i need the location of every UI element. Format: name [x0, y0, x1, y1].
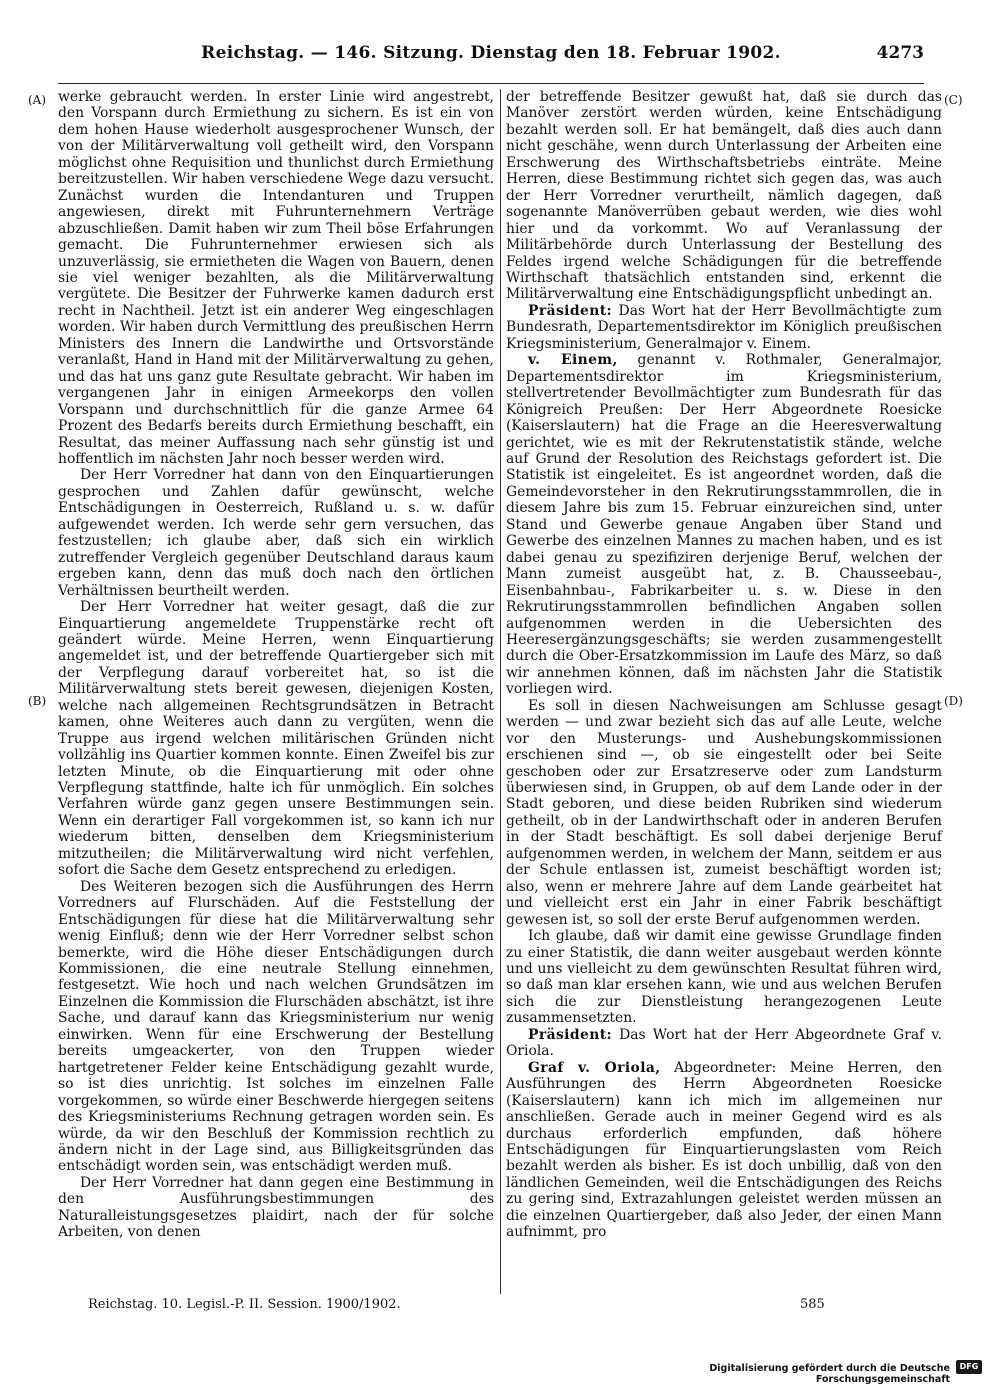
running-title: Reichstag. — 146. Sitzung. Dienstag den 18. Februar 1902.: [201, 43, 781, 63]
paragraph: [506, 352, 942, 698]
paragraph-text: Das Wort hat der Herr Abgeordnete Graf v. Oriola.: [506, 1026, 942, 1060]
paragraph: [58, 599, 494, 879]
left-column: [58, 89, 494, 1241]
speaker-name: Graf v. Oriola,: [528, 1059, 661, 1076]
paragraph: [506, 698, 942, 928]
sheet-number: 585: [800, 1297, 825, 1312]
header-rule: [58, 83, 924, 84]
session-footer: Reichstag. 10. Legisl.-P. II. Session. 1900/1902.: [88, 1297, 401, 1312]
page-number: 4273: [876, 43, 924, 63]
margin-mark-d: (D): [944, 694, 963, 708]
paragraph: [506, 89, 942, 303]
dfg-logo-icon: DFG: [956, 1360, 982, 1374]
paragraph: [58, 89, 494, 467]
paragraph: [506, 928, 942, 1027]
paragraph: [58, 1175, 494, 1241]
paragraph-text: Ich glaube, daß wir damit eine gewisse Grundlage finden zu einer Statistik, die dann weiter ausgebaut werden könnte und uns vielleicht zu dem gewünschten Resultat führen wird, so daß man klar ersehen kann, wie und aus welchen Berufen sich die zur Dienstleistung herangezogenen Leute zusammensetzten.: [506, 928, 942, 1027]
paragraph: [506, 1060, 942, 1241]
paragraph-text: Es soll in diesen Nachweisungen am Schlusse gesagt werden — und zwar bezieht sich das auf alle Leute, welche vor den Musterungs- und Aushebungskommissionen erschienen sind —, ob sie eingestellt oder bei Seite geschoben oder zur Ersatzreserve oder zum Landsturm überwiesen sind, in Gruppen, ob auf dem Lande oder in der Stadt geboren, und diese beiden Rubriken sind wiederum getheilt, ob in der Landwirthschaft oder in anderen Berufen in der Stadt beschäftigt. Es soll dabei derjenige Beruf aufgenommen werden, in welchem der Mann, seitdem er aus der Schule entlassen ist, zumeist beschäftigt worden ist; also, wenn er mehrere Jahre auf dem Lande gearbeitet hat und vielleicht erst ein Jahr in einer Fabrik beschäftigt gewesen ist, so soll der erste Beruf aufgenommen werden.: [506, 697, 942, 928]
paragraph-text: der betreffende Besitzer gewußt hat, daß sie durch das Manöver zerstört werden würden, keine Entschädigung bezahlt werden soll. Er hat bemängelt, daß dies auch dann nicht geschähe, wenn durch Unterlassung der Arbeiten eine Erschwerung des Wirthschaftsbetriebs einträte. Meine Herren, diese Bestimmung richtet sich gegen das, was auch der Herr Vorredner verurtheilt, nämlich dagegen, daß sogenannte Manöverrüben gebaut werden, wie dies wohl hier und da vorkommt. Wo auf Veranlassung der Militärbehörde durch Unterlassung der Bestellung des Feldes irgend welche Schädigungen für die betreffende Wirthschaft thatsächlich entstanden sind, erkennt die Militärverwaltung eine Entschädigungspflicht unbedingt an.: [506, 89, 942, 303]
right-column: [506, 89, 942, 1241]
page-header: [58, 43, 924, 71]
dfg-credit: Digitalisierung gefördert durch die Deutsche Forschungsgemeinschaft: [709, 1363, 950, 1385]
speaker-name: v. Einem,: [528, 352, 618, 369]
paragraph: [506, 1027, 942, 1060]
paragraph-text: werke gebraucht werden. In erster Linie wird angestrebt, den Vorspann durch Ermiethung zu sichern. Es ist ein von dem hohen Hause wiederholt ausgesprochener Wunsch, der von der Militärverwaltung voll getheilt wird, den Vorspann möglichst ohne Requisition und thunlichst durch Ermiethung bereitzustellen. Wir haben verschiedene Wege dazu versucht. Zunächst wurden die Intendanturen und Truppen angewiesen, direkt mit Fuhrunternehmern Verträge abzuschließen. Damit haben wir zum Theil böse Erfahrungen gemacht. Die Fuhrunternehmer erwiesen sich als unzuverlässig, sie ermietheten die Wagen von Bauern, denen sie viel weniger bezahlten, als die Militärverwaltung vergütete. Die Besitzer der Fuhrwerke kamen dadurch erst recht in Nachtheil. Jetzt ist ein anderer Weg eingeschlagen worden. Wir haben durch Vermittlung des preußischen Herrn Ministers des Innern die Landwirthe und Ortsvorstände veranlaßt, Hand in Hand mit der Militärverwaltung zu gehen, und das hat uns ganz gute Resultate gebracht. Wir haben im vergangenen Jahr in einigen Armeekorps den vollen Vorspann und durchschnittlich für die ganze Armee 64 Prozent des Bedarfs bereits durch Ermiethung beschafft, ein Resultat, das meiner Auffassung nach sehr günstig ist und hoffentlich im nächsten Jahr noch besser werden wird.: [58, 89, 494, 467]
paragraph-text: Des Weiteren bezogen sich die Ausführungen des Herrn Vorredners auf Flurschäden. Auf die Feststellung der Entschädigungen für diese hat die Militärverwaltung sehr wenig Einfluß; denn wie der Herr Vorredner selbst schon bemerkte, wird die Höhe dieser Entschädigungen durch Kommissionen, die eine neutrale Stellung einnehmen, festgesetzt. Wie hoch und nach welchen Grundsätzen im Einzelnen die Kommission die Flurschäden abschätzt, ist ihre Sache, und darauf kann das Kriegsministerium nur wenig einwirken. Wenn für eine Erschwerung der Bestellung bereits umgeackerter, von den Truppen wieder hartgetretener Felder keine Entschädigung gezahlt wurde, so ist dies unrichtig. Ist solches im einzelnen Falle vorgekommen, so würde einer Beschwerde hiergegen seitens des Kriegsministeriums Rechnung getragen worden sein. Es würde, da wir den Beschluß der Kommission rechtlich zu ändern nicht in der Lage sind, aus Billigkeitsgründen das entschädigt worden sein, was entschädigt werden muß.: [58, 878, 494, 1175]
paragraph: [506, 303, 942, 352]
paragraph-text: genannt v. Rothmaler, Generalmajor, Departementsdirektor im Kriegsministerium, stellvertretender Bevollmächtigter zum Bundesrath für das Königreich Preußen: Der Herr Abgeordnete Roesicke (Kaiserslautern) hat die Frage an die Heeresverwaltung gerichtet, wie es mit der Rekrutenstatistik stände, welche auf Grund der Resolution des Reichstags gefordert ist. Die Statistik ist eingeleitet. Es ist angeordnet worden, daß die Gemeindevorsteher in den Rekrutirungsstammrollen, die in diesem Jahre bis zum 15. Februar einzureichen sind, unter Stand und Gewerbe genaue Angaben über Stand und Gewerbe des einzelnen Mannes zu machen haben, und es ist dabei genau zu spezifiziren derjenige Beruf, welchen der Mann zumeist ausgeübt hat, z. B. Chausseebau-, Eisenbahnbau-, Fabrikarbeiter u. s. w. Diese in den Rekrutirungsstammrollen befindlichen Angaben sollen aufgenommen werden in die Uebersichten des Heeresergänzungsgeschäfts; sie werden zusammengestellt durch die Ober-Ersatzkommission im Laufe des März, so daß wir annehmen können, daß im nächsten Jahr die Statistik vorliegen wird.: [506, 352, 943, 698]
paragraph: [58, 879, 494, 1175]
margin-mark-a: (A): [28, 93, 47, 107]
paragraph: [58, 467, 494, 599]
column-divider: [500, 89, 501, 1294]
paragraph-text: Das Wort hat der Herr Bevollmächtigte zum Bundesrath, Departementsdirektor im Königlich preußischen Kriegsministerium, Generalmajor v. Einem.: [506, 302, 942, 352]
speaker-name: Präsident:: [528, 1026, 613, 1043]
paragraph-text: Der Herr Vorredner hat weiter gesagt, daß die zur Einquartierung angemeldete Truppenstärke recht oft geändert würde. Meine Herren, wenn Einquartierung angemeldet ist, und der betreffende Quartiergeber sich mit der Verpflegung darauf vorbereitet hat, so ist die Militärverwaltung stets bereit gewesen, diejenigen Kosten, welche nach allgemeinen Rechtsgrundsätzen in Betracht kamen, ohne Weiteres auch dann zu vergüten, wenn die Truppe aus irgend welchen militärischen Gründen nicht vollzählig ins Quartier kommen konnte. Einen Zweifel bis zur letzten Minute, ob die Einquartierung mit oder ohne Verpflegung stattfinde, halte ich für unmöglich. Ein solches Verfahren würde ganz gegen unsere Bestimmungen sein. Wenn ein derartiger Fall vorgekommen ist, so kann ich nur wiederum bitten, denselben dem Kriegsministerium mitzutheilen; die Militärverwaltung wird nicht verfehlen, sofort die Sache dem Gesetz entsprechend zu erledigen.: [58, 599, 494, 879]
paragraph-text: Abgeordneter: Meine Herren, den Ausführungen des Herrn Abgeordneten Roesicke (Kaiserslautern) kann ich mich im allgemeinen nur anschließen. Gerade auch in meiner Gegend wird es als durchaus erforderlich empfunden, daß höhere Entschädigungen für Einquartierungslasten vom Reich bezahlt werden als bisher. Es ist doch unbillig, daß von den ländlichen Gemeinden, weil die Entschädigungen des Reichs zu gering sind, Extrazahlungen geleistet werden müssen an die einzelnen Quartiergeber, daß also Jeder, der einen Mann aufnimmt, pro: [506, 1059, 942, 1241]
margin-mark-b: (B): [28, 694, 47, 708]
speaker-name: Präsident:: [528, 302, 613, 319]
paragraph-text: Der Herr Vorredner hat dann von den Einquartierungen gesprochen und Zahlen dafür gewünscht, welche Entschädigungen in Oesterreich, Rußland u. s. w. dafür aufgewendet werden. Ich werde sehr gern versuchen, das festzustellen; ich glaube aber, daß sich ein wirklich zutreffender Vergleich gegenüber Deutschland daraus kaum ergeben kann, denn das muß doch nach den örtlichen Verhältnissen beurtheilt werden.: [58, 467, 494, 599]
paragraph-text: Der Herr Vorredner hat dann gegen eine Bestimmung in den Ausführungsbestimmungen des Naturalleistungsgesetzes plaidirt, nach der für solche Arbeiten, von denen: [58, 1174, 494, 1241]
margin-mark-c: (C): [944, 93, 963, 107]
